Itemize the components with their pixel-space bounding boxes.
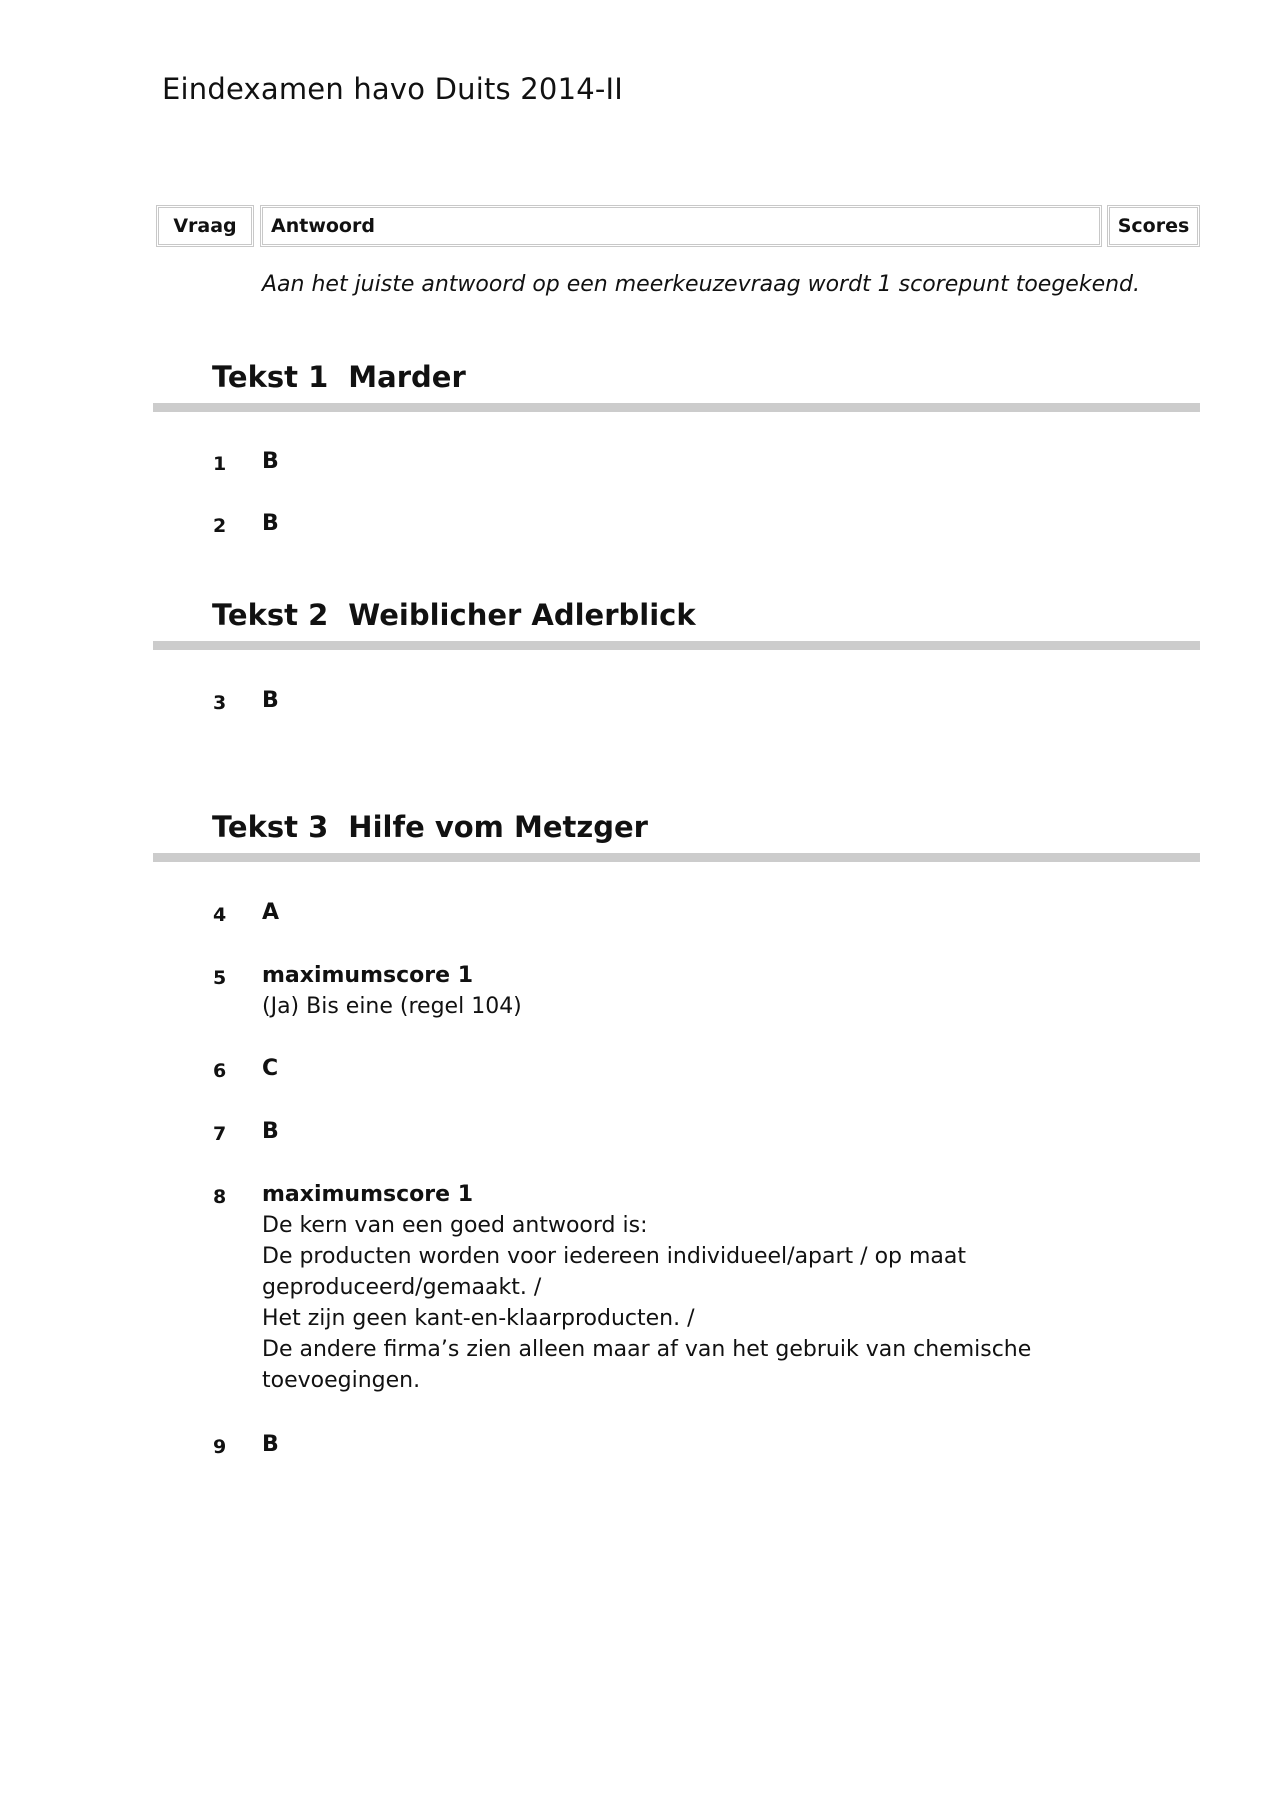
question-number: 9	[213, 1436, 227, 1458]
answer-line: geproduceerd/gemaakt. /	[262, 1275, 542, 1300]
answer: B	[262, 449, 279, 474]
question-number: 1	[213, 453, 227, 475]
answer-block	[262, 1179, 1031, 1396]
maximumscore-label: maximumscore 1	[262, 1182, 473, 1207]
answer-line: (Ja) Bis eine (regel 104)	[262, 994, 522, 1019]
section-label: Tekst 2	[212, 598, 329, 632]
question-number: 5	[213, 967, 227, 989]
question-number: 4	[213, 904, 227, 926]
section-label: Tekst 3	[212, 810, 329, 844]
section-title: Marder	[348, 360, 466, 394]
answer: B	[262, 1119, 279, 1144]
answer-line: toevoegingen.	[262, 1368, 421, 1393]
answer-line: De kern van een goed antwoord is:	[262, 1213, 648, 1238]
answer: C	[262, 1056, 279, 1081]
section-divider	[153, 403, 1200, 412]
answer: B	[262, 511, 279, 536]
column-header-scores: Scores	[1107, 205, 1200, 247]
column-header-vraag: Vraag	[156, 205, 254, 247]
answer-line: De andere firma’s zien alleen maar af van het gebruik van chemische	[262, 1337, 1032, 1362]
column-header-antwoord: Antwoord	[260, 205, 1102, 247]
answer-block	[262, 960, 522, 1022]
answer: B	[262, 688, 279, 713]
section-heading-tekst-2	[212, 598, 696, 632]
section-heading-tekst-3	[212, 810, 648, 844]
section-divider	[153, 853, 1200, 862]
section-divider	[153, 641, 1200, 650]
page-title: Eindexamen havo Duits 2014-II	[162, 72, 624, 106]
question-number: 8	[213, 1186, 227, 1208]
intro-note: Aan het juiste antwoord op een meerkeuzevraag wordt 1 scorepunt toegekend.	[262, 272, 1141, 297]
section-title: Hilfe vom Metzger	[348, 810, 648, 844]
maximumscore-label: maximumscore 1	[262, 963, 473, 988]
question-number: 2	[213, 515, 227, 537]
section-heading-tekst-1	[212, 360, 466, 394]
section-title: Weiblicher Adlerblick	[348, 598, 696, 632]
section-label: Tekst 1	[212, 360, 329, 394]
answer-line: Het zijn geen kant-en-klaarproducten. /	[262, 1306, 695, 1331]
answer: A	[262, 900, 280, 925]
answer: B	[262, 1432, 279, 1457]
answer-line: De producten worden voor iedereen individueel/apart / op maat	[262, 1244, 966, 1269]
question-number: 7	[213, 1123, 227, 1145]
question-number: 6	[213, 1060, 227, 1082]
question-number: 3	[213, 692, 227, 714]
